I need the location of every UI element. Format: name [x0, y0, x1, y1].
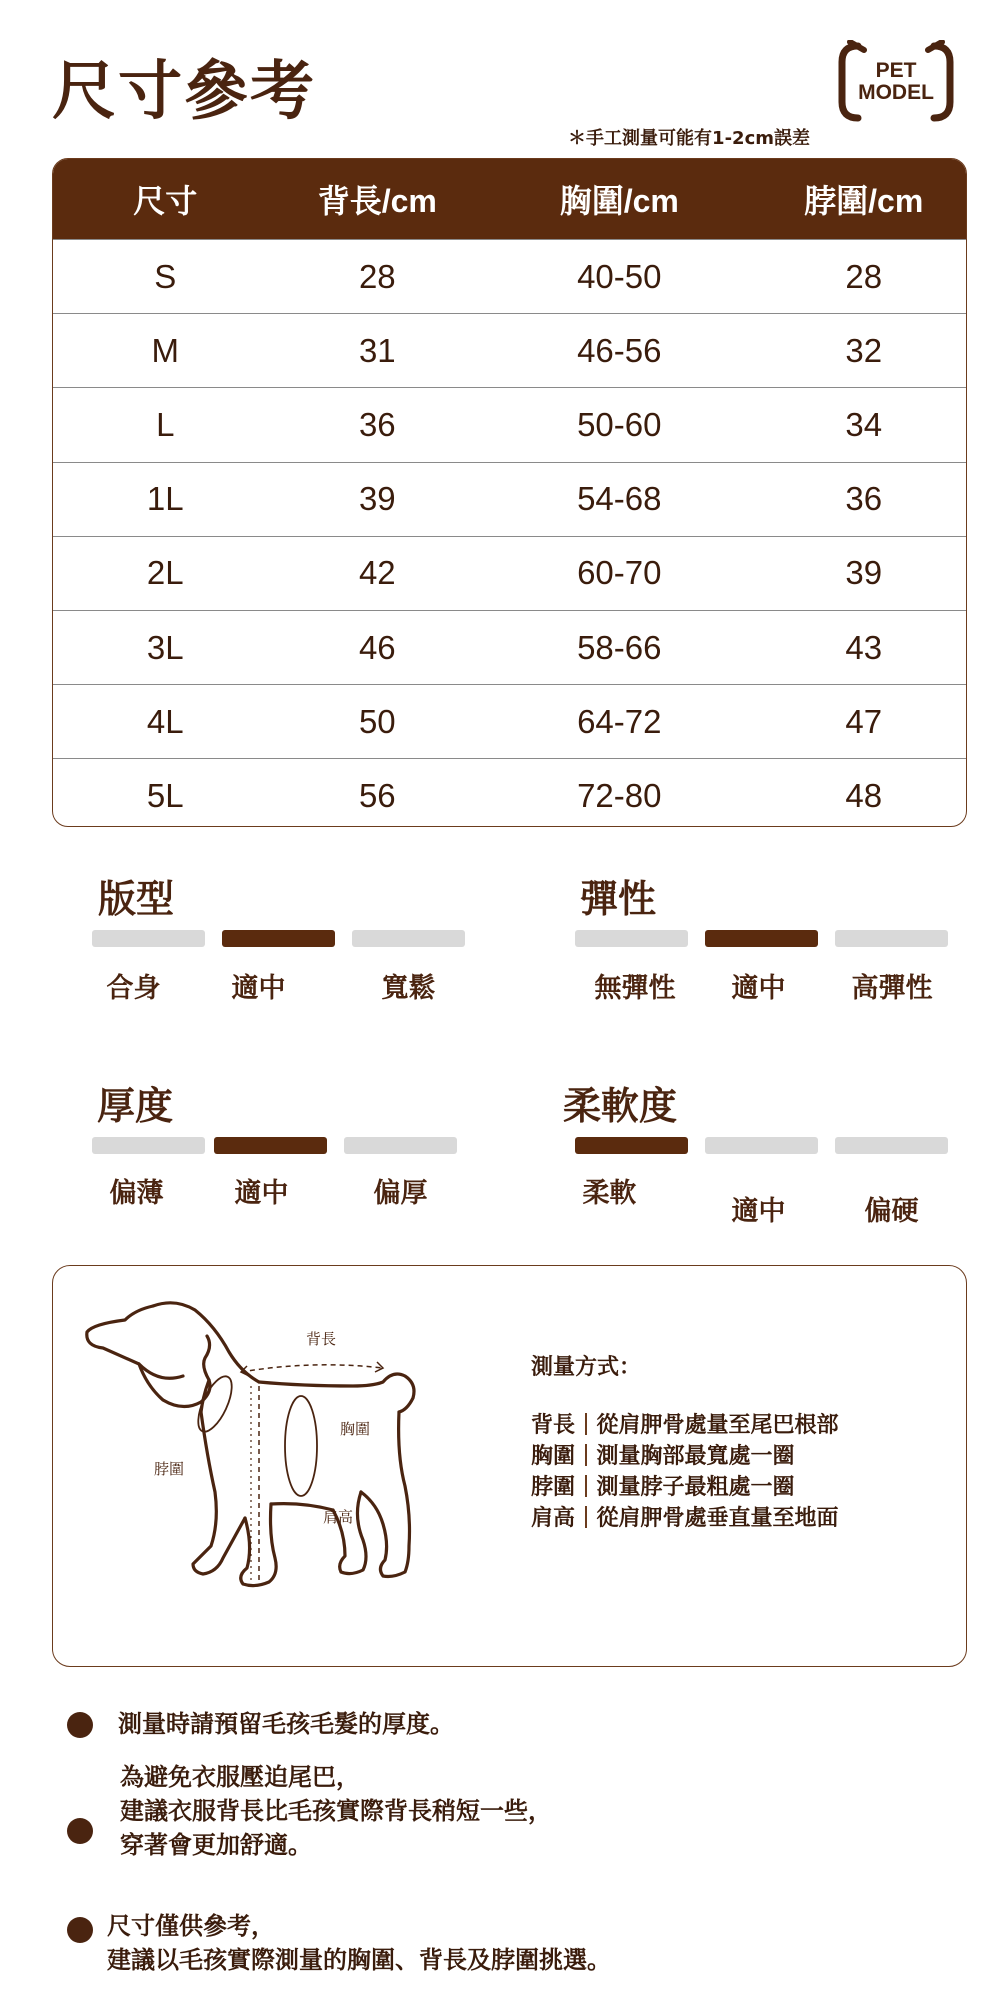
- cell-neck: 34: [845, 405, 883, 443]
- tip-reference-line2: 建議以毛孩實際測量的胸圍、背長及脖圍挑選。: [107, 1946, 611, 1974]
- cell-neck: 36: [845, 480, 883, 518]
- table-row: [53, 462, 966, 536]
- softness-option-0: 柔軟: [582, 1178, 637, 1209]
- measurement-item: [531, 1408, 839, 1439]
- fit-scale: [92, 868, 492, 1008]
- elasticity-title: 彈性: [580, 877, 657, 921]
- cell-size: 5L: [146, 776, 184, 814]
- thickness-bar-1: [214, 1137, 327, 1154]
- fit-bar-0: [92, 930, 205, 947]
- divider: [585, 1444, 587, 1466]
- divider: [585, 1475, 587, 1497]
- fit-option-0: 合身: [106, 973, 161, 1004]
- fit-title: 版型: [98, 877, 175, 921]
- measurement-guide: [52, 1265, 967, 1667]
- dog-outline-icon: [83, 1296, 513, 1636]
- cell-size: S: [154, 257, 177, 295]
- elasticity-bar-1: [705, 930, 818, 947]
- measurement-desc: 測量胸部最寬處一圈: [596, 1444, 795, 1469]
- cell-chest: 54-68: [577, 480, 662, 518]
- logo-text-pet: PET: [875, 59, 917, 82]
- table-row: [53, 313, 966, 387]
- softness-option-1: 適中: [731, 1196, 786, 1227]
- thickness-bar-0: [92, 1137, 205, 1154]
- measurement-key: 胸圍: [531, 1444, 576, 1469]
- table-row: [53, 387, 966, 461]
- fit-bar-1: [222, 930, 335, 947]
- thickness-scale: [92, 1075, 492, 1215]
- cell-size: L: [156, 405, 175, 443]
- cell-size: 1L: [146, 480, 184, 518]
- tip-tail-line3: 穿著會更加舒適。: [120, 1831, 312, 1859]
- logo-text-model: MODEL: [858, 81, 934, 104]
- fit-option-1: 適中: [231, 973, 286, 1004]
- cell-chest: 58-66: [577, 628, 662, 666]
- cell-neck: 48: [845, 776, 883, 814]
- cell-back-length: 39: [358, 480, 396, 518]
- thickness-option-2: 偏厚: [373, 1178, 428, 1209]
- cell-back-length: 46: [358, 628, 396, 666]
- cell-chest: 60-70: [577, 554, 662, 592]
- cell-back-length: 42: [358, 554, 396, 592]
- table-row: [53, 536, 966, 610]
- cell-back-length: 50: [358, 702, 396, 740]
- cell-chest: 64-72: [577, 702, 662, 740]
- elasticity-bar-2: [835, 930, 948, 947]
- tip-tail-line1: 為避免衣服壓迫尾巴，: [120, 1763, 360, 1791]
- measurement-desc: 從肩胛骨處垂直量至地面: [596, 1506, 839, 1531]
- softness-bar-1: [705, 1137, 818, 1154]
- measurement-item: [531, 1439, 795, 1470]
- cell-back-length: 56: [358, 776, 396, 814]
- cell-chest: 50-60: [577, 405, 662, 443]
- header-back-length: 背長/cm: [317, 183, 437, 219]
- softness-scale: [563, 1075, 975, 1235]
- elasticity-option-2: 高彈性: [851, 973, 933, 1004]
- pet-model-logo: [836, 40, 956, 124]
- fit-option-2: 寬鬆: [381, 973, 436, 1004]
- table-row: [53, 610, 966, 684]
- elasticity-bar-0: [575, 930, 688, 947]
- header-size: 尺寸: [133, 183, 198, 219]
- measurement-desc: 測量脖子最粗處一圈: [596, 1475, 795, 1500]
- bullet-dot-icon: [67, 1917, 93, 1943]
- bullet-dot-icon: [67, 1818, 93, 1844]
- thickness-option-1: 適中: [234, 1178, 289, 1209]
- table-row: [53, 684, 966, 758]
- cell-back-length: 31: [358, 331, 396, 369]
- softness-bar-2: [835, 1137, 948, 1154]
- tip-reference-line1: 尺寸僅供參考，: [107, 1912, 275, 1940]
- cell-back-length: 28: [358, 257, 396, 295]
- softness-option-2: 偏硬: [864, 1196, 919, 1227]
- elasticity-scale: [575, 868, 975, 1008]
- measurement-error-note: ＊手工測量可能有1-2cm誤差: [568, 128, 810, 149]
- bullet-dot-icon: [67, 1712, 93, 1738]
- cell-neck: 47: [845, 702, 883, 740]
- measurement-key: 背長: [531, 1413, 576, 1438]
- cell-neck: 39: [845, 554, 883, 592]
- page-title: 尺寸參考: [52, 55, 316, 129]
- cell-chest: 46-56: [577, 331, 662, 369]
- measurement-key: 脖圍: [531, 1475, 576, 1500]
- label-chest: 胸圍: [340, 1420, 371, 1438]
- cell-size: 3L: [146, 628, 184, 666]
- cell-back-length: 36: [358, 405, 396, 443]
- cell-chest: 40-50: [577, 257, 662, 295]
- measurement-item: [531, 1470, 795, 1501]
- cell-neck: 43: [845, 628, 883, 666]
- cell-size: 2L: [146, 554, 184, 592]
- cell-size: 4L: [146, 702, 184, 740]
- fit-bar-2: [352, 930, 465, 947]
- softness-bar-0: [575, 1137, 688, 1154]
- table-header: [53, 159, 966, 239]
- measurement-key: 肩高: [531, 1506, 576, 1531]
- measurement-title: 測量方式：: [531, 1355, 642, 1380]
- elasticity-option-0: 無彈性: [594, 973, 676, 1004]
- thickness-title: 厚度: [97, 1084, 174, 1128]
- cell-size: M: [151, 331, 179, 369]
- size-table: [52, 158, 967, 827]
- label-neck: 脖圍: [154, 1460, 185, 1478]
- table-row: [53, 239, 966, 313]
- thickness-bar-2: [344, 1137, 457, 1154]
- softness-title: 柔軟度: [563, 1084, 678, 1128]
- tip-tail-line2: 建議衣服背長比毛孩實際背長稍短一些，: [120, 1797, 552, 1825]
- tip-hair-thickness: 測量時請預留毛孩毛髮的厚度。: [118, 1710, 454, 1738]
- label-back-length: 背長: [306, 1330, 337, 1348]
- measurement-desc: 從肩胛骨處量至尾巴根部: [596, 1413, 839, 1438]
- header-neck: 脖圍/cm: [804, 183, 924, 219]
- header-chest: 胸圍/cm: [559, 183, 679, 219]
- elasticity-option-1: 適中: [731, 973, 786, 1004]
- divider: [585, 1506, 587, 1528]
- cell-chest: 72-80: [577, 776, 662, 814]
- divider: [585, 1413, 587, 1435]
- table-row: [53, 758, 966, 827]
- thickness-option-0: 偏薄: [109, 1178, 164, 1209]
- label-shoulder-height: 肩高: [323, 1508, 354, 1526]
- measurement-item: [531, 1501, 839, 1532]
- cell-neck: 32: [845, 331, 883, 369]
- cell-neck: 28: [845, 257, 883, 295]
